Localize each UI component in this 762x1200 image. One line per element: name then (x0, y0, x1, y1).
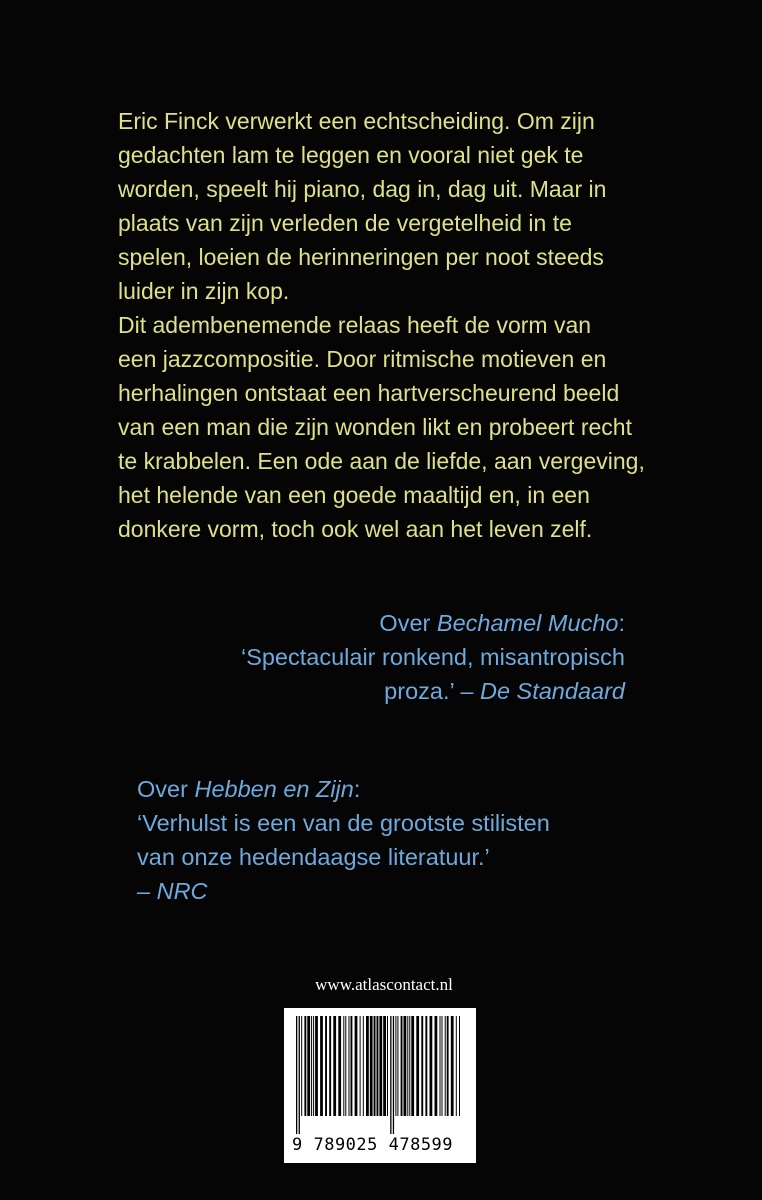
barcode-bar (451, 1016, 454, 1116)
quote-colon: : (618, 610, 625, 636)
barcode-bar (447, 1016, 449, 1116)
quote-text-line (205, 674, 625, 708)
blurb-line: gedachten lam te leggen en vooral niet gek te (118, 142, 584, 168)
barcode-bar (304, 1016, 306, 1116)
barcode-bar (363, 1016, 364, 1116)
barcode-bar (320, 1016, 323, 1116)
blurb-line: te krabbelen. Een ode aan de liefde, aan vergeving, (118, 448, 645, 474)
barcode-bar (440, 1016, 441, 1116)
barcode-bar (377, 1016, 379, 1116)
barcode-bar (315, 1016, 318, 1116)
barcode-bar (349, 1016, 350, 1116)
review-quote-hebben-en-zijn (137, 772, 557, 908)
quote-book-title: Hebben en Zijn (194, 776, 354, 802)
blurb-line: luider in zijn kop. (118, 278, 290, 304)
blurb-line: Dit adembenemende relaas heeft de vorm van (118, 312, 592, 338)
barcode-bar (333, 1016, 336, 1116)
blurb-line: het helende van een goede maaltijd en, in een (118, 482, 590, 508)
barcode-bar (383, 1016, 386, 1116)
barcode-bar (379, 1016, 382, 1116)
barcode-bar (442, 1016, 443, 1116)
barcode-bar (296, 1016, 297, 1134)
barcode-bar (351, 1016, 353, 1116)
blurb (118, 104, 643, 546)
blurb-line: van een man die zijn wonden likt en probeert recht (118, 414, 632, 440)
barcode-bar (395, 1016, 396, 1116)
barcode-bar (311, 1016, 312, 1116)
blurb-line: een jazzcompositie. Door ritmische motieven en (118, 346, 607, 372)
barcode-bar (411, 1016, 414, 1116)
quote-source-line (137, 874, 557, 908)
review-quote-bechamel-mucho (205, 606, 625, 708)
quote-text-line: ‘Verhulst is een van de grootste stilisten (137, 810, 550, 836)
barcode-bar (374, 1016, 376, 1116)
barcode-bar (456, 1016, 457, 1116)
barcode-bar (299, 1016, 300, 1134)
barcode-bar (387, 1016, 388, 1116)
barcode-bar (459, 1016, 460, 1116)
barcode-bar (343, 1016, 344, 1116)
blurb-line: donkere vorm, toch ook wel aan het leven zelf. (118, 516, 593, 542)
barcode-bar (407, 1016, 408, 1116)
barcode-bar (401, 1016, 403, 1116)
blurb-line: Eric Finck verwerkt een echtscheiding. Om zijn (118, 108, 595, 134)
barcode-bars (294, 1016, 466, 1134)
barcode-bar (430, 1016, 433, 1116)
barcode-bar (366, 1016, 369, 1116)
blurb-paragraph-2 (118, 308, 643, 546)
barcode-bar (313, 1016, 314, 1116)
barcode-bar (445, 1016, 446, 1116)
barcode-bar (329, 1016, 331, 1116)
barcode-bar (355, 1016, 358, 1116)
quote-source: De Standaard (479, 678, 625, 704)
barcode-bar (370, 1016, 373, 1116)
barcode-bar (360, 1016, 361, 1116)
isbn-number: 9 789025 478599 (292, 1135, 454, 1155)
quote-text-line: ‘Spectaculair ronkend, misantropisch (240, 644, 625, 670)
barcode-bar (338, 1016, 341, 1116)
barcode-bar (301, 1016, 302, 1116)
quote-over: Over (137, 776, 195, 802)
barcode-bar (425, 1016, 427, 1116)
blurb-line: herhalingen ontstaat een hartverscheurend beeld (118, 380, 620, 406)
barcode-bar (345, 1016, 346, 1116)
quote-dash: – (137, 878, 157, 904)
barcode-bar (397, 1016, 398, 1116)
barcode-bar (307, 1016, 310, 1116)
blurb-line: worden, speelt hij piano, dag in, dag uit. Maar in (118, 176, 607, 202)
barcode (284, 1008, 476, 1163)
quote-header (205, 606, 625, 640)
quote-text-end: proza.’ – (384, 678, 480, 704)
blurb-line: plaats van zijn verleden de vergetelheid in te (118, 210, 572, 236)
quote-header (137, 772, 557, 806)
barcode-bar (325, 1016, 327, 1116)
quote-text-line: van onze hedendaagse literatuur.’ (137, 844, 490, 870)
barcode-bar (393, 1016, 394, 1134)
quote-colon: : (353, 776, 361, 802)
quote-book-title: Bechamel Mucho (436, 610, 619, 636)
quote-source: NRC (156, 878, 208, 904)
barcode-bar (404, 1016, 407, 1116)
publisher-url: www.atlascontact.nl (315, 975, 453, 994)
blurb-line: spelen, loeien de herinneringen per noot steeds (118, 244, 604, 270)
barcode-bar (390, 1016, 391, 1134)
barcode-bar (416, 1016, 419, 1116)
barcode-bar (421, 1016, 423, 1116)
barcode-bar (409, 1016, 410, 1116)
blurb-paragraph-1 (118, 104, 643, 308)
barcode-bar (435, 1016, 438, 1116)
quote-over: Over (379, 610, 437, 636)
